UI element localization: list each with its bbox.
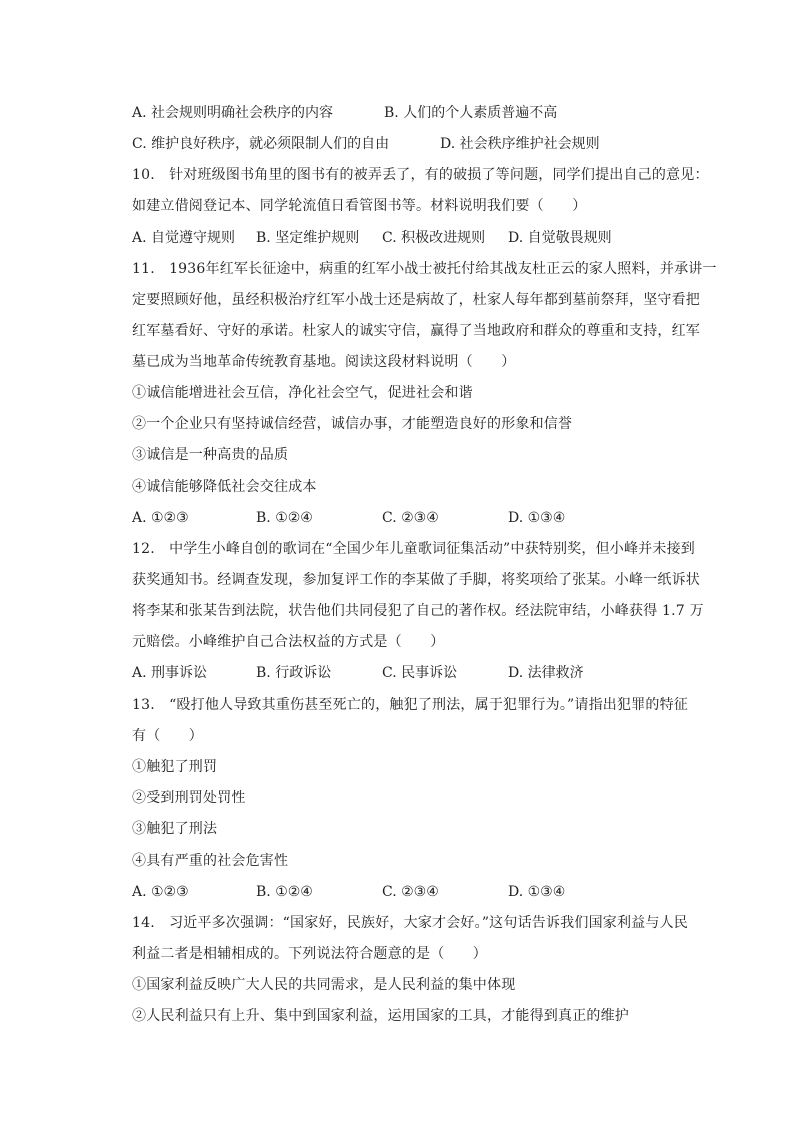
q13-item-1: ①触犯了刑罚 [132, 759, 218, 775]
q9-option-c: C. 维护良好秩序，就必须限制人们的自由 [132, 136, 390, 152]
q14-item-1: ①国家利益反映广大人民的共同需求，是人民利益的集中体现 [132, 977, 516, 993]
q14-stem-line-1: 14. 习近平多次强调：“国家好，民族好，大家才会好。”这句话告诉我们国家利益与人民 [132, 915, 688, 931]
q12-option-d: D. 法律救济 [508, 665, 584, 681]
q11-stem-line-3: 红军墓看好、守好的承诺。杜家人的诚实守信，赢得了当地政府和群众的尊重和支持，红军 [132, 323, 700, 339]
q9-option-b: B. 人们的个人素质普遍不高 [384, 105, 558, 121]
q10-stem-line-1: 10. 针对班级图书角里的图书有的被弄丢了，有的破损了等问题，同学们提出自己的意见： [132, 167, 709, 183]
q10-option-a: A. 自觉遵守规则 [132, 230, 236, 246]
q11-item-4: ④诚信能够降低社会交往成本 [132, 479, 317, 495]
q9-option-d: D. 社会秩序维护社会规则 [440, 136, 600, 152]
q11-stem-line-4: 墓已成为当地革命传统教育基地。阅读这段材料说明（ ） [132, 354, 516, 370]
q11-stem-line-2: 定要照顾好他，虽经积极治疗红军小战士还是病故了，杜家人每年都到墓前祭拜，坚守看把 [132, 292, 700, 308]
q10-option-c: C. 积极改进规则 [382, 230, 486, 246]
q13-stem-line-2: 有（ ） [132, 728, 203, 744]
q14-item-2: ②人民利益只有上升、集中到国家利益，运用国家的工具，才能得到真正的维护 [132, 1008, 629, 1024]
q12-stem-line-4: 元赔偿。小峰维护自己合法权益的方式是（ ） [132, 634, 445, 650]
q13-option-b: B. ①②④ [256, 884, 313, 900]
q13-stem-line-1: 13. “殴打他人导致其重伤甚至死亡的，触犯了刑法，属于犯罪行为。”请指出犯罪的特征 [132, 697, 688, 713]
q13-option-c: C. ②③④ [382, 884, 439, 900]
q13-item-3: ③触犯了刑法 [132, 821, 218, 837]
q10-option-b: B. 坚定维护规则 [256, 230, 360, 246]
q10-option-d: D. 自觉敬畏规则 [508, 230, 612, 246]
q11-option-a: A. ①②③ [132, 510, 189, 526]
q13-option-d: D. ①③④ [508, 884, 566, 900]
q11-option-b: B. ①②④ [256, 510, 313, 526]
q12-option-c: C. 民事诉讼 [382, 665, 458, 681]
q13-item-4: ④具有严重的社会危害性 [132, 853, 289, 869]
q12-option-b: B. 行政诉讼 [256, 665, 332, 681]
q11-item-1: ①诚信能增进社会互信，净化社会空气，促进社会和谐 [132, 385, 473, 401]
q11-item-2: ②一个企业只有坚持诚信经营，诚信办事，才能塑造良好的形象和信誉 [132, 416, 573, 432]
q13-option-a: A. ①②③ [132, 884, 189, 900]
q12-stem-line-1: 12. 中学生小峰自创的歌词在“全国少年儿童歌词征集活动”中获特别奖，但小峰并未接到 [132, 541, 695, 557]
q11-option-c: C. ②③④ [382, 510, 439, 526]
q10-stem-line-2: 如建立借阅登记本、同学轮流值日看管图书等。材料说明我们要（ ） [132, 198, 587, 214]
q14-stem-line-2: 利益二者是相辅相成的。下列说法符合题意的是（ ） [132, 946, 487, 962]
q11-stem-line-1: 11. 1936年红军长征途中，病重的红军小战士被托付给其战友杜正云的家人照料，并承讲一 [132, 261, 717, 277]
q9-option-a: A. 社会规则明确社会秩序的内容 [132, 105, 334, 121]
q12-option-a: A. 刑事诉讼 [132, 665, 208, 681]
q11-option-d: D. ①③④ [508, 510, 566, 526]
q11-item-3: ③诚信是一种高贵的品质 [132, 447, 289, 463]
q12-stem-line-2: 获奖通知书。经调查发现，参加复评工作的李某做了手脚，将奖项给了张某。小峰一纸诉状 [132, 572, 700, 588]
q13-item-2: ②受到刑罚处罚性 [132, 790, 246, 806]
q12-stem-line-3: 将李某和张某告到法院，状告他们共同侵犯了自己的著作权。经法院审结，小峰获得 1.7 万 [132, 603, 704, 619]
